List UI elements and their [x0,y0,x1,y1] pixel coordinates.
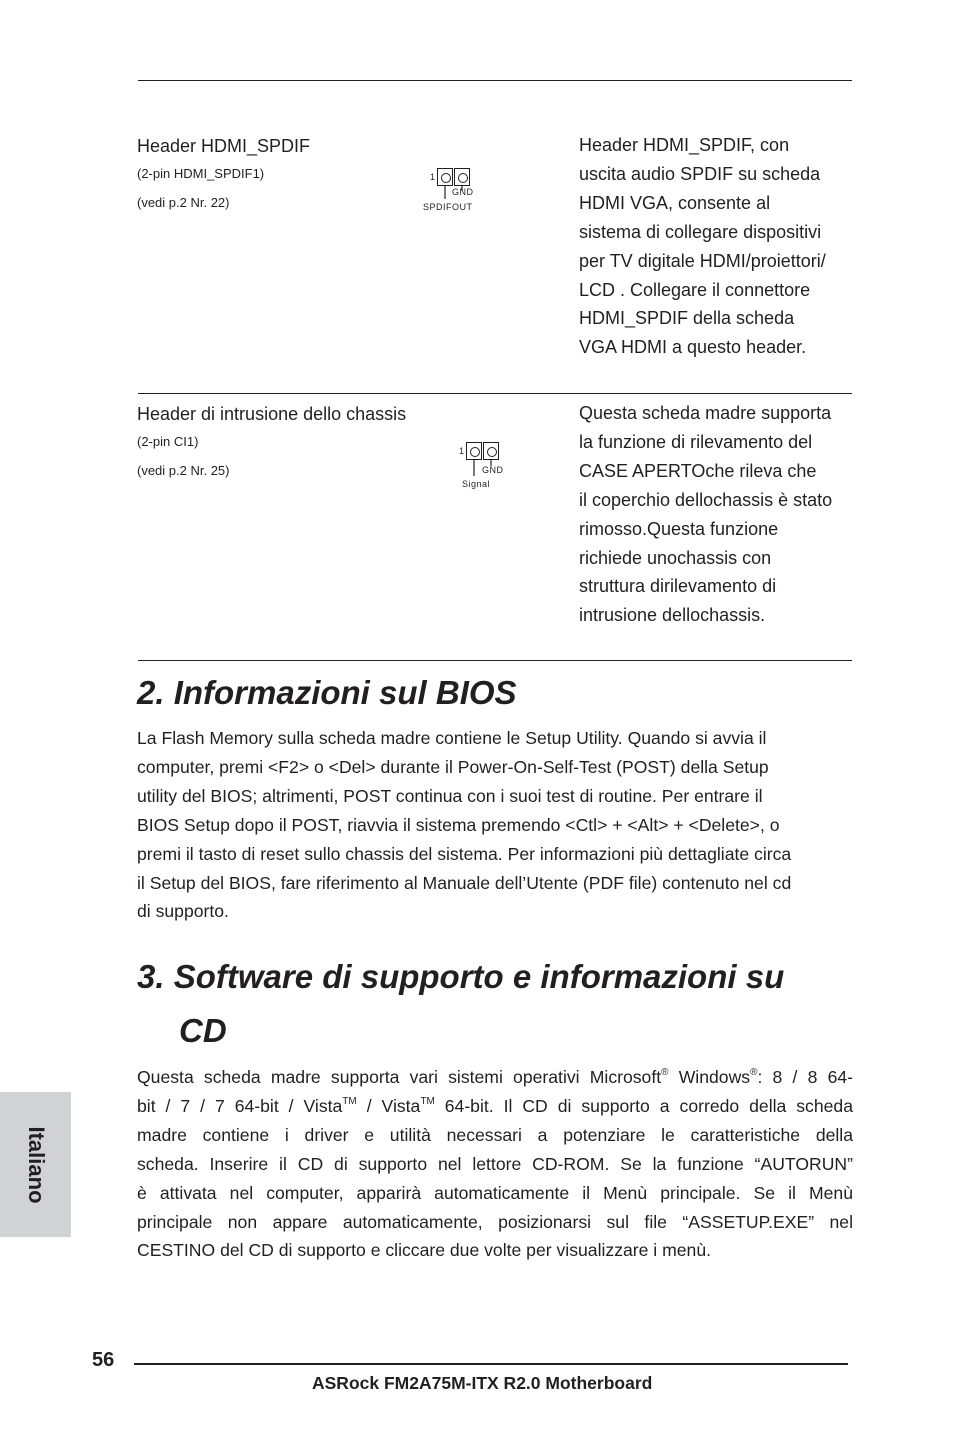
section-3-heading-line-1: 3. Software di supporto e informazioni su [137,958,785,995]
language-side-tab [0,1092,71,1237]
chassis-ref: (vedi p.2 Nr. 25) [137,463,230,478]
chassis-pin1-label: 1 [459,446,465,456]
chassis-description: Questa scheda madre supporta la funzione di rilevamento del CASE APERTOche rileva che il coperchio dellochassis è stato rimosso.Questa funzione richiede unochassis con struttura dirilevamento di intrusione dellochassis. [579,403,833,626]
footer-title: ASRock FM2A75M-ITX R2.0 Motherboard [312,1373,653,1393]
spdif-pin-info: (2-pin HDMI_SPDIF1) [137,166,265,181]
chassis-signal-label: Signal [462,479,491,489]
chassis-connector-diagram [455,438,525,493]
section-2-body: La Flash Memory sulla scheda madre contiene le Setup Utility. Quando si avvia il computer, premi <F2> o <Del> durante il Power-On-Self-Test (POST) della Setup utility del BIOS; altrimenti, POST continua con i suoi test di routine. Per entrare il BIOS Setup dopo il POST, riavvia il sistema premendo <Ctl> + <Alt> + <Delete>, o premi il tasto di reset sullo chassis del sistema. Per informazioni più dettagliate circa il Setup del BIOS, fare riferimento al Manuale dell’Utente (PDF file) contenuto nel cd di supporto. [137,728,792,922]
spdif-ref: (vedi p.2 Nr. 22) [137,195,230,210]
section-3-line-2: bit / 7 / 7 64-bit / Vista™ / Vista™ 64-bit. Il CD di supporto a corredo della scheda [137,1095,853,1116]
chassis-title: Header di intrusione dello chassis [137,404,407,424]
spdif-connector-diagram [420,165,500,215]
chassis-pin-info: (2-pin CI1) [137,434,199,449]
section-2-heading: 2. Informazioni sul BIOS [137,674,517,711]
footer-rule [134,1363,848,1365]
spdif-gnd-label: GND [452,187,474,197]
page-number: 56 [92,1349,115,1371]
divider-2 [138,660,852,661]
section-3-line-1: Questa scheda madre supporta vari sistemi operativi Microsoft® Windows®: 8 / 8 64- [137,1067,854,1087]
chassis-gnd-label: GND [482,465,504,475]
section-3-heading [137,950,857,1058]
spdif-pin1-label: 1 [430,172,436,182]
spdif-title: Header HDMI_SPDIF [137,136,311,156]
spdif-out-label: SPDIFOUT [423,202,473,212]
section-3-heading-line-2: CD [179,1012,227,1049]
section-3-body: Questa scheda madre supporta vari sistemi operativi Microsoft® Windows®: 8 / 8 64- bit / 7 / 7 64-bit / Vista™ / Vista™ 64-bit. Il CD di supporto a corredo della scheda madre contiene i driver e utilità necessari a potenziare le caratteristiche della scheda. Inserire il CD di supporto nel lettore CD-ROM. Se la funzione “AUTORUN” è attivata nel computer, apparirà automaticamente il Menù principale. Se il Menù principale non appare automaticamente, posizionarsi sul file “ASSETUP.EXE” nel CESTINO del CD di supporto e cliccare due volte per visualizzare i menù. [137,1063,853,1265]
spdif-description: Header HDMI_SPDIF, con uscita audio SPDIF su scheda HDMI VGA, consente al sistema di collegare dispositivi per TV digitale HDMI/proiettori/ LCD . Collegare il connettore HDMI_SPDIF della scheda VGA HDMI a questo header. [579,135,826,358]
language-side-tab-label: Italiano [23,1125,49,1204]
divider-1 [138,393,852,394]
top-rule [138,80,852,81]
